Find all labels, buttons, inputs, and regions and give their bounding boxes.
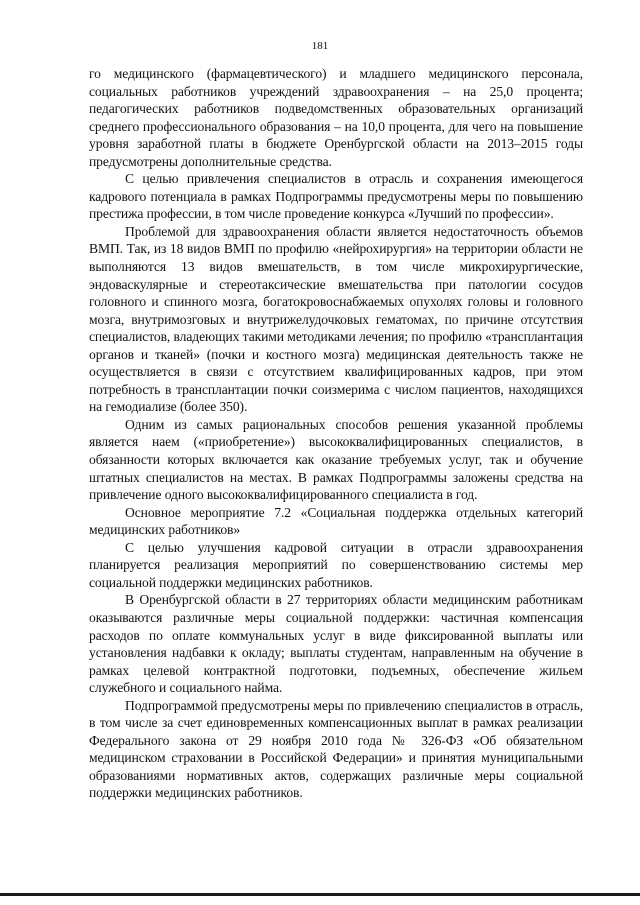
page-number: 181 [311,40,329,52]
paragraph: Одним из самых рациональных способов решения указанной проблемы является наем («приобретение») высококвалифицированных специалистов, в обязанности которых включается как оказание требуемых услуг, так и обучение штатных специалистов на местах. В рамках Подпрограммы заложены средства на привлечение одного высококвалифицированного специалиста в год. [89,416,583,503]
paragraph: Подпрограммой предусмотрены меры по привлечению специалистов в отрасль, в том числе за счет единовременных компенсационных выплат в рамках реализации Федерального закона от 29 ноября 2010 года № 326-ФЗ «Об обязательном медицинском страховании в Российской Федерации» и принятия муниципальными образованиями нормативных актов, содержащих различные меры социальной поддержки медицинских работников. [89,697,583,801]
scan-bottom-border [0,893,640,896]
section-heading: Основное мероприятие 7.2 «Социальная поддержка отдельных категорий медицинских работников» [89,504,583,538]
paragraph: В Оренбургской области в 27 территориях области медицинским работникам оказываются различные меры социальной поддержки: частичная компенсация расходов по оплате коммунальных услуг в виде фиксированной выплаты или установления надбавки к окладу; выплаты студентам, направленным на обучение в рамках целевой контрактной подготовки, подъемных, обеспечение жильем служебного и социального найма. [89,592,583,696]
paragraph: С целью привлечения специалистов в отрасль и сохранения имеющегося кадрового потенциала в рамках Подпрограммы предусмотрены меры по повышению престижа профессии, в том числе проведение конкурса «Лучший по профессии». [89,171,583,222]
document-body [89,65,583,802]
paragraph: Проблемой для здравоохранения области является недостаточность объемов ВМП. Так, из 18 видов ВМП по профилю «нейрохирургия» на территории области не выполняются 13 видов вмешательств, в том числе микрохирургические, эндоваскулярные и стереотаксические вмешательства при патологии сосудов головного и спинного мозга, богатокровоснабжаемых опухолях головы и головного мозга, внутримозговых и внутрижелудочковых гематомах, по причине отсутствия специалистов, владеющих такими методиками лечения; по профилю «трансплантация органов и тканей» (почки и костного мозга) медицинская деятельность также не осуществляется в связи с отсутствием квалифицированных кадров, при этом потребность в трансплантации почки соизмерима с числом пациентов, находящихся на гемодиализе (более 350). [89,223,583,415]
paragraph: С целью улучшения кадровой ситуации в отрасли здравоохранения планируется реализация мероприятий по совершенствованию системы мер социальной поддержки медицинских работников. [89,539,583,590]
paragraph-continuation: го медицинского (фармацевтического) и младшего медицинского персонала, социальных работников учреждений здравоохранения – на 25,0 процента; педагогических работников подведомственных образовательных организаций среднего профессионального образования – на 10,0 процента, для чего на повышение уровня заработной платы в бюджете Оренбургской области на 2013–2015 годы предусмотрены дополнительные средства. [89,66,583,169]
